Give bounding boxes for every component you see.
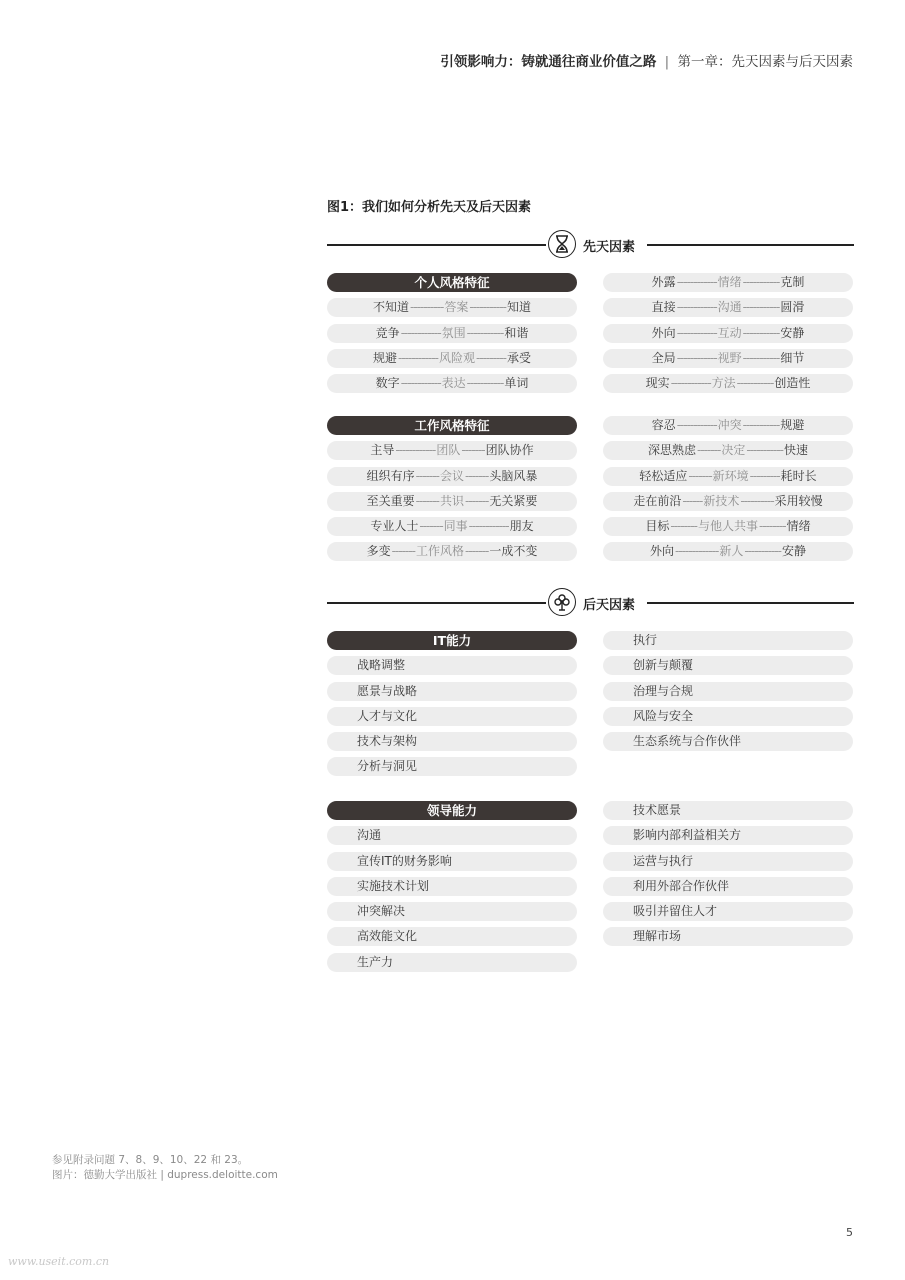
- trait-dimension: 方法: [711, 376, 736, 391]
- trait-pole-left: 不知道: [373, 300, 410, 315]
- trait-pole-right: 克制: [780, 275, 805, 289]
- personality-left-column: [327, 273, 577, 399]
- trait-pole-right: 细节: [780, 350, 805, 365]
- trait-pole-right: 承受: [506, 350, 531, 365]
- trait-pole-right: 和谐: [504, 325, 529, 340]
- trait-pole-right: 无关紧要: [489, 493, 538, 508]
- work-header: 工作风格特征: [327, 416, 577, 435]
- trait-pole-right: 圆滑: [780, 300, 805, 315]
- trait-dashes: -----------: [736, 376, 774, 391]
- trait-dashes: ------------: [398, 350, 438, 365]
- figure-title: 图1：我们如何分析先天及后天因素: [327, 200, 532, 215]
- trait-pole-left: 至关重要: [366, 493, 415, 508]
- trait-dimension: 会议: [439, 468, 464, 483]
- capability-item: 沟通: [327, 826, 577, 845]
- trait-pole-right: 耗时长: [780, 468, 817, 483]
- section-rule-right: [647, 602, 854, 604]
- trait-dashes: -----------: [746, 443, 783, 458]
- trait-scale-row: [603, 517, 853, 536]
- capability-item: 高效能文化: [327, 927, 577, 946]
- capability-item: 实施技术计划: [327, 877, 577, 896]
- trait-scale-row: [603, 374, 853, 393]
- trait-pole-right: 安静: [780, 325, 805, 340]
- footnote-line-1: 参见附录问题 7、8、9、10、22 和 23。: [52, 1154, 249, 1166]
- trait-dashes: -----------: [744, 544, 781, 559]
- leadership-left-column: [327, 801, 577, 978]
- capability-item: 生产力: [327, 953, 577, 972]
- trait-dashes: -----------: [742, 300, 780, 315]
- trait-pole-left: 直接: [651, 300, 676, 315]
- trait-dashes: -----------: [469, 300, 506, 315]
- trait-scale-row: [603, 441, 853, 460]
- trait-dashes: ------------: [670, 376, 711, 391]
- capability-item: 分析与洞见: [327, 757, 577, 776]
- section-label-acquired: 后天因素: [583, 598, 636, 613]
- trait-dashes: -----------: [742, 275, 780, 289]
- trait-dashes: ------------: [676, 418, 717, 432]
- trait-pole-left: 竞争: [375, 325, 400, 340]
- trait-dashes: -----------: [466, 376, 504, 391]
- capability-item: 冲突解决: [327, 902, 577, 921]
- tree-icon: [548, 588, 576, 616]
- leadership-header: 领导能力: [327, 801, 577, 820]
- trait-scale-row: [327, 467, 577, 486]
- header-chapter: 第一章：先天因素与后天因素: [677, 54, 853, 70]
- capability-item: 技术与架构: [327, 732, 577, 751]
- trait-pole-left: 多变: [366, 544, 391, 559]
- trait-scale-row: [603, 467, 853, 486]
- trait-dashes: ---------: [476, 350, 506, 365]
- trait-pole-right: 创造性: [774, 376, 811, 391]
- trait-dashes: -------: [415, 493, 439, 508]
- trait-dashes: -------: [391, 544, 415, 559]
- trait-dimension: 互动: [717, 325, 742, 340]
- trait-dashes: ------------: [676, 300, 717, 315]
- capability-item: 生态系统与合作伙伴: [603, 732, 853, 751]
- trait-dashes: -----------: [742, 418, 780, 432]
- trait-scale-row: [327, 492, 577, 511]
- trait-dimension: 新环境: [712, 468, 749, 483]
- section-rule-right: [647, 244, 854, 246]
- trait-pole-left: 专业人士: [370, 519, 419, 534]
- trait-dimension: 氛围: [441, 325, 466, 340]
- header-title: 引领影响力：铸就通往商业价值之路: [440, 54, 657, 70]
- trait-dimension: 与他人共事: [697, 519, 758, 534]
- trait-pole-left: 外向: [651, 325, 676, 340]
- trait-pole-left: 全局: [651, 350, 676, 365]
- header-separator: |: [664, 54, 670, 70]
- trait-scale-row: [327, 542, 577, 561]
- capability-item: 影响内部利益相关方: [603, 826, 853, 845]
- personality-header: 个人风格特征: [327, 273, 577, 292]
- trait-dashes: ------------: [468, 519, 509, 534]
- trait-pole-left: 容忍: [651, 418, 676, 432]
- trait-pole-left: 外露: [651, 275, 676, 289]
- trait-dashes: -------: [465, 468, 489, 483]
- personality-right-column: [603, 273, 853, 399]
- trait-pole-right: 采用较慢: [774, 493, 823, 508]
- trait-scale-row: [603, 298, 853, 317]
- trait-dimension: 新技术: [703, 493, 740, 508]
- trait-scale-row: [603, 542, 853, 561]
- trait-pole-right: 规避: [780, 418, 805, 432]
- section-rule-left: [327, 244, 546, 246]
- page-number: 5: [846, 1226, 853, 1239]
- trait-dashes: ------------: [395, 443, 436, 458]
- trait-dashes: -------: [419, 519, 443, 534]
- capability-item: 运营与执行: [603, 852, 853, 871]
- trait-dimension: 团队: [436, 443, 461, 458]
- section-rule-left: [327, 602, 546, 604]
- trait-dashes: -------: [465, 544, 489, 559]
- trait-pole-left: 外向: [650, 544, 675, 559]
- capability-item: 执行: [603, 631, 853, 650]
- capability-item: 人才与文化: [327, 707, 577, 726]
- trait-dashes: -------: [465, 493, 489, 508]
- trait-pole-right: 团队协作: [485, 443, 534, 458]
- trait-dashes: ----------: [740, 493, 774, 508]
- it-right-column: [603, 631, 853, 757]
- capability-item: 战略调整: [327, 656, 577, 675]
- trait-dashes: -------: [688, 468, 712, 483]
- trait-dimension: 冲突: [717, 418, 742, 432]
- trait-dimension: 共识: [439, 493, 464, 508]
- trait-dashes: ------------: [676, 275, 717, 289]
- trait-scale-row: [603, 349, 853, 368]
- capability-item: 技术愿景: [603, 801, 853, 820]
- trait-scale-row: [327, 441, 577, 460]
- trait-dimension: 视野: [717, 350, 742, 365]
- trait-pole-right: 安静: [781, 544, 806, 559]
- trait-dimension: 答案: [444, 300, 469, 315]
- trait-dashes: ------------: [676, 325, 717, 340]
- trait-scale-row: [603, 492, 853, 511]
- trait-dimension: 决定: [721, 443, 746, 458]
- trait-dimension: 同事: [443, 519, 468, 534]
- trait-scale-row: [327, 349, 577, 368]
- trait-scale-row: [327, 324, 577, 343]
- trait-pole-right: 情绪: [786, 519, 811, 534]
- trait-scale-row: [603, 416, 853, 435]
- trait-pole-left: 主导: [370, 443, 395, 458]
- trait-pole-left: 深思熟虑: [648, 443, 697, 458]
- capability-item: 创新与颠覆: [603, 656, 853, 675]
- trait-dashes: ------------: [400, 376, 441, 391]
- section-head-acquired: [327, 588, 854, 618]
- trait-scale-row: [327, 374, 577, 393]
- trait-pole-right: 单词: [504, 376, 529, 391]
- trait-dashes: -------------: [675, 544, 719, 559]
- it-header: IT能力: [327, 631, 577, 650]
- trait-pole-left: 组织有序: [366, 468, 415, 483]
- work-left-column: [327, 416, 577, 568]
- trait-scale-row: [327, 517, 577, 536]
- trait-dashes: ---------: [749, 468, 780, 483]
- watermark: www.useit.com.cn: [8, 1255, 110, 1268]
- trait-pole-left: 目标: [645, 519, 670, 534]
- trait-scale-row: [603, 324, 853, 343]
- trait-dashes: ------: [682, 493, 703, 508]
- trait-pole-left: 规避: [373, 350, 398, 365]
- trait-dashes: -----------: [466, 325, 504, 340]
- running-header: [440, 50, 853, 70]
- trait-dimension: 风险观: [438, 350, 475, 365]
- section-label-innate: 先天因素: [583, 240, 636, 255]
- trait-dimension: 工作风格: [415, 544, 464, 559]
- trait-pole-right: 知道: [506, 300, 531, 315]
- trait-dashes: -------: [461, 443, 485, 458]
- trait-dashes: -------: [415, 468, 439, 483]
- trait-dimension: 情绪: [717, 275, 742, 289]
- trait-dashes: -----------: [742, 350, 780, 365]
- footnote-line-2: 图片：德勤大学出版社 | dupress.deloitte.com: [52, 1169, 278, 1181]
- hourglass-icon: [548, 230, 576, 258]
- trait-pole-left: 现实: [645, 376, 670, 391]
- trait-pole-right: 一成不变: [489, 544, 538, 559]
- trait-dashes: ------------: [400, 325, 441, 340]
- capability-item: 风险与安全: [603, 707, 853, 726]
- trait-dimension: 新人: [719, 544, 744, 559]
- trait-pole-left: 走在前沿: [633, 493, 682, 508]
- trait-scale-row: [327, 298, 577, 317]
- capability-item: 治理与合规: [603, 682, 853, 701]
- capability-item: 利用外部合作伙伴: [603, 877, 853, 896]
- footnote: [52, 1153, 278, 1183]
- trait-pole-left: 数字: [375, 376, 400, 391]
- it-left-column: [327, 631, 577, 783]
- trait-dashes: -------: [697, 443, 721, 458]
- trait-dashes: --------: [670, 519, 697, 534]
- section-head-innate: [327, 230, 854, 260]
- capability-item: 理解市场: [603, 927, 853, 946]
- trait-dimension: 沟通: [717, 300, 742, 315]
- trait-dimension: 表达: [441, 376, 466, 391]
- trait-dashes: -----------: [742, 325, 780, 340]
- trait-scale-row: [603, 273, 853, 292]
- trait-dashes: ------------: [676, 350, 717, 365]
- trait-dashes: ----------: [410, 300, 444, 315]
- capability-item: 吸引并留住人才: [603, 902, 853, 921]
- leadership-right-column: [603, 801, 853, 953]
- capability-item: 宣传IT的财务影响: [327, 852, 577, 871]
- trait-pole-right: 朋友: [509, 519, 534, 534]
- trait-pole-right: 头脑风暴: [489, 468, 538, 483]
- work-right-column: [603, 416, 853, 568]
- capability-item: 愿景与战略: [327, 682, 577, 701]
- trait-dashes: --------: [759, 519, 786, 534]
- trait-pole-left: 轻松适应: [639, 468, 688, 483]
- trait-pole-right: 快速: [783, 443, 808, 458]
